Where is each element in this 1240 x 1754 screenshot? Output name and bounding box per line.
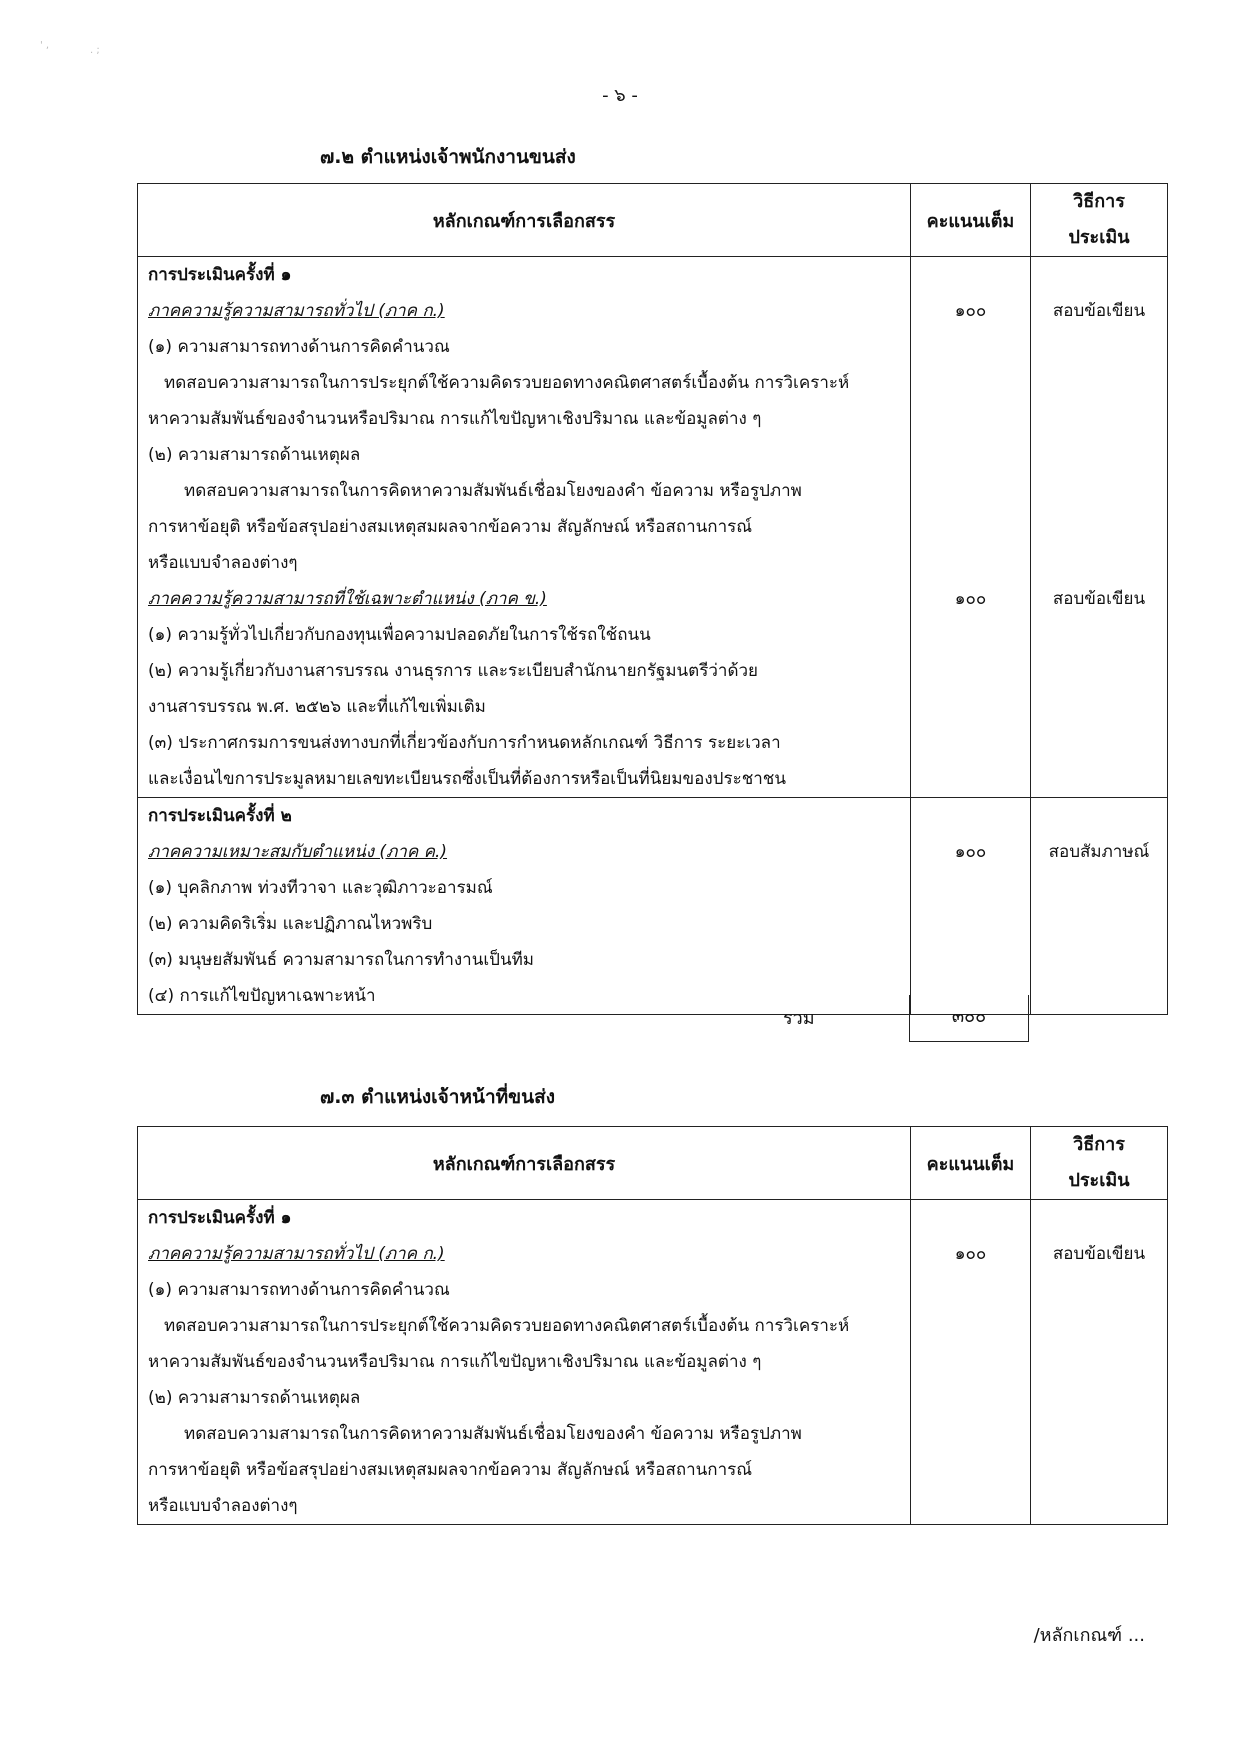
criteria-item: (๒) ความรู้เกี่ยวกับงานสารบรรณ งานธุรการ และระเบียบสำนักนายกรัฐมนตรีว่าด้วย [148, 661, 758, 681]
criteria-item: (๑) ความสามารถทางด้านการคิดคำนวณ [148, 1280, 450, 1300]
header-criteria: หลักเกณฑ์การเลือกสรร [138, 184, 911, 257]
criteria-table-7-2 [137, 183, 1168, 1015]
header-score: คะแนนเต็ม [911, 1127, 1031, 1200]
score-value: ๑๐๐ [954, 842, 987, 862]
scan-speck: ' , [40, 40, 50, 51]
criteria-description: หาความสัมพันธ์ของจำนวนหรือปริมาณ การแก้ไขปัญหาเชิงปริมาณ และข้อมูลต่าง ๆ [148, 1352, 762, 1372]
part-heading: ภาคความรู้ความสามารถทั่วไป (ภาค ก.) [148, 301, 445, 321]
criteria-item-continued: งานสารบรรณ พ.ศ. ๒๕๒๖ และที่แก้ไขเพิ่มเติม [148, 697, 486, 717]
header-method [1031, 1127, 1168, 1200]
scan-speck: . ; [90, 45, 100, 56]
header-method-line-1: วิธีการ [1073, 1134, 1125, 1155]
page-number: - ๖ - [602, 85, 638, 106]
method-cell [1031, 257, 1168, 798]
method-cell [1031, 798, 1168, 1015]
header-method-line-2: ประเมิน [1068, 227, 1130, 248]
part-heading: ภาคความรู้ความสามารถที่ใช้เฉพาะตำแหน่ง (ภาค ข.) [148, 589, 547, 609]
header-method [1031, 184, 1168, 257]
total-value: ๓๐๐ [909, 995, 1029, 1042]
section-title-7-2: ๗.๒ ตำแหน่งเจ้าพนักงานขนส่ง [320, 146, 576, 168]
header-method-line-2: ประเมิน [1068, 1170, 1130, 1191]
score-value: ๑๐๐ [954, 301, 987, 321]
part-heading: ภาคความเหมาะสมกับตำแหน่ง (ภาค ค.) [148, 842, 448, 862]
criteria-description: หาความสัมพันธ์ของจำนวนหรือปริมาณ การแก้ไขปัญหาเชิงปริมาณ และข้อมูลต่าง ๆ [148, 409, 762, 429]
assessment-round-title: การประเมินครั้งที่ ๒ [148, 806, 292, 826]
criteria-item: (๒) ความสามารถด้านเหตุผล [148, 445, 361, 465]
criteria-item: (๒) ความคิดริเริ่ม และปฏิภาณไหวพริบ [148, 914, 433, 934]
score-cell [911, 257, 1031, 798]
section-title-7-3: ๗.๓ ตำแหน่งเจ้าหน้าที่ขนส่ง [320, 1086, 556, 1108]
criteria-description: หรือแบบจำลองต่างๆ [148, 553, 298, 573]
criteria-cell [138, 798, 911, 1015]
criteria-item: (๓) มนุษยสัมพันธ์ ความสามารถในการทำงานเป็นทีม [148, 950, 534, 970]
assessment-round-title: การประเมินครั้งที่ ๑ [148, 265, 292, 285]
criteria-description: การหาข้อยุติ หรือข้อสรุปอย่างสมเหตุสมผลจากข้อความ สัญลักษณ์ หรือสถานการณ์ [148, 1460, 753, 1480]
method-cell [1031, 1200, 1168, 1525]
method-value: สอบข้อเขียน [1052, 589, 1146, 609]
criteria-item: (๒) ความสามารถด้านเหตุผล [148, 1388, 361, 1408]
criteria-item: (๔) การแก้ไขปัญหาเฉพาะหน้า [148, 986, 376, 1006]
criteria-item: (๑) บุคลิกภาพ ท่วงทีวาจา และวุฒิภาวะอารมณ์ [148, 878, 493, 898]
criteria-description: ทดสอบความสามารถในการประยุกต์ใช้ความคิดรวบยอดทางคณิตศาสตร์เบื้องต้น การวิเคราะห์ [164, 373, 850, 393]
header-score: คะแนนเต็ม [911, 184, 1031, 257]
total-label: รวม [783, 1008, 815, 1029]
score-value: ๑๐๐ [954, 589, 987, 609]
criteria-description: ทดสอบความสามารถในการคิดหาความสัมพันธ์เชื่อมโยงของคำ ข้อความ หรือรูปภาพ [184, 481, 802, 501]
continuation-note: /หลักเกณฑ์ ... [1033, 1625, 1145, 1646]
assessment-round-title: การประเมินครั้งที่ ๑ [148, 1208, 292, 1228]
criteria-item: (๑) ความสามารถทางด้านการคิดคำนวณ [148, 337, 450, 357]
header-method-line-1: วิธีการ [1073, 191, 1125, 212]
score-cell [911, 798, 1031, 1015]
method-value: สอบสัมภาษณ์ [1048, 842, 1150, 862]
criteria-table-7-3 [137, 1126, 1168, 1525]
criteria-item: (๑) ความรู้ทั่วไปเกี่ยวกับกองทุนเพื่อความปลอดภัยในการใช้รถใช้ถนน [148, 625, 651, 645]
score-value: ๑๐๐ [954, 1244, 987, 1264]
header-criteria: หลักเกณฑ์การเลือกสรร [138, 1127, 911, 1200]
criteria-item-continued: และเงื่อนไขการประมูลหมายเลขทะเบียนรถซึ่งเป็นที่ต้องการหรือเป็นที่นิยมของประชาชน [148, 769, 786, 789]
criteria-cell [138, 257, 911, 798]
method-value: สอบข้อเขียน [1052, 301, 1146, 321]
criteria-description: หรือแบบจำลองต่างๆ [148, 1496, 298, 1516]
method-value: สอบข้อเขียน [1052, 1244, 1146, 1264]
criteria-description: การหาข้อยุติ หรือข้อสรุปอย่างสมเหตุสมผลจากข้อความ สัญลักษณ์ หรือสถานการณ์ [148, 517, 753, 537]
score-cell [911, 1200, 1031, 1525]
part-heading: ภาคความรู้ความสามารถทั่วไป (ภาค ก.) [148, 1244, 445, 1264]
criteria-cell [138, 1200, 911, 1525]
criteria-description: ทดสอบความสามารถในการประยุกต์ใช้ความคิดรวบยอดทางคณิตศาสตร์เบื้องต้น การวิเคราะห์ [164, 1316, 850, 1336]
criteria-description: ทดสอบความสามารถในการคิดหาความสัมพันธ์เชื่อมโยงของคำ ข้อความ หรือรูปภาพ [184, 1424, 802, 1444]
criteria-item: (๓) ประกาศกรมการขนส่งทางบกที่เกี่ยวข้องกับการกำหนดหลักเกณฑ์ วิธีการ ระยะเวลา [148, 733, 781, 753]
